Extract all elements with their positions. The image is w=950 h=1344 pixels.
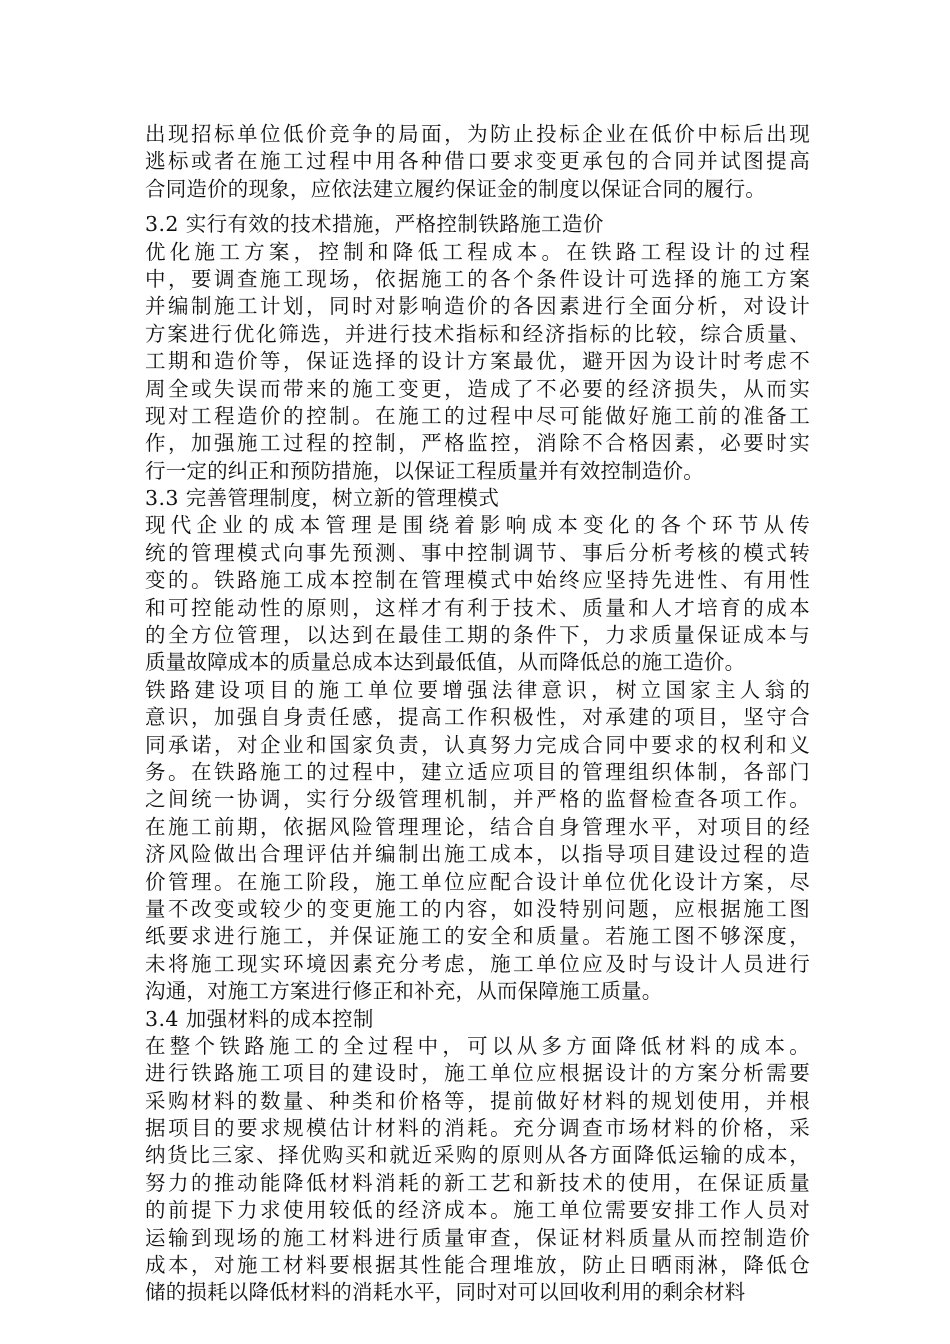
text-line: 量不改变或较少的变更施工的内容，如没特别问题，应根据施工图 xyxy=(145,896,810,921)
document-body xyxy=(145,121,810,1307)
heading-text: 3.3 完善管理制度，树立新的管理模式 xyxy=(145,486,500,511)
text-line: 采购材料的数量、种类和价格等，提前做好材料的规划使用，并根 xyxy=(145,1088,810,1113)
heading-text: 3.4 加强材料的成本控制 xyxy=(145,1006,374,1031)
text-line: 中，要调查施工现场，依据施工的各个条件设计可选择的施工方案 xyxy=(145,266,810,291)
text-line: 沟通，对施工方案进行修正和补充，从而保障施工质量。 xyxy=(145,979,663,1004)
text-line: 现代企业的成本管理是围绕着影响成本变化的各个环节从传 xyxy=(145,513,810,538)
text-line: 出现招标单位低价竞争的局面，为防止投标企业在低价中标后出现 xyxy=(145,122,810,146)
paragraph xyxy=(145,677,810,1006)
text-line: 现对工程造价的控制。在施工的过程中尽可能做好施工前的准备工 xyxy=(145,403,810,428)
text-line: 方案进行优化筛选，并进行技术指标和经济指标的比较，综合质量、 xyxy=(145,321,810,346)
text-line: 的前提下力求使用较低的经济成本。施工单位需要安排工作人员对 xyxy=(145,1198,810,1223)
text-line: 在整个铁路施工的全过程中，可以从多方面降低材料的成本。 xyxy=(145,1033,810,1058)
paragraph xyxy=(145,1033,810,1307)
text-line: 工期和造价等，保证选择的设计方案最优，避开因为设计时考虑不 xyxy=(145,349,810,374)
text-line: 同承诺，对企业和国家负责，认真努力完成合同中要求的权利和义 xyxy=(145,732,810,757)
text-line: 周全或失误而带来的施工变更，造成了不必要的经济损失，从而实 xyxy=(145,376,810,401)
text-line: 行一定的纠正和预防措施，以保证工程质量并有效控制造价。 xyxy=(145,458,704,483)
section-heading xyxy=(145,485,810,512)
text-line: 储的损耗以降低材料的消耗水平，同时对可以回收利用的剩余材料 xyxy=(145,1280,746,1305)
text-line: 努力的推动能降低材料消耗的新工艺和新技术的使用，在保证质量 xyxy=(145,1170,810,1195)
text-line: 意识，加强自身责任感，提高工作积极性，对承建的项目，坚守合 xyxy=(145,705,810,730)
text-line: 在施工前期，依据风险管理理论，结合自身管理水平，对项目的经 xyxy=(145,814,810,839)
section-heading xyxy=(145,1006,810,1033)
text-line: 进行铁路施工项目的建设时，施工单位应根据设计的方案分析需要 xyxy=(145,1061,810,1086)
text-line: 之间统一协调，实行分级管理机制，并严格的监督检查各项工作。 xyxy=(145,787,810,812)
text-line: 铁路建设项目的施工单位要增强法律意识，树立国家主人翁的 xyxy=(145,677,810,702)
text-line: 统的管理模式向事先预测、事中控制调节、事后分析考核的模式转 xyxy=(145,540,810,565)
heading-text: 3.2 实行有效的技术措施，严格控制铁路施工造价 xyxy=(145,212,604,237)
text-line: 和可控能动性的原则，这样才有利于技术、质量和人才培育的成本 xyxy=(145,595,810,620)
text-line: 质量故障成本的质量总成本达到最低值，从而降低总的施工造价。 xyxy=(145,650,746,675)
text-line: 务。在铁路施工的过程中，建立适应项目的管理组织体制，各部门 xyxy=(145,759,810,784)
paragraph xyxy=(145,512,810,676)
text-line: 纳货比三家、择优购买和就近采购的原则从各方面降低运输的成本， xyxy=(145,1143,810,1168)
text-line: 的全方位管理，以达到在最佳工期的条件下，力求质量保证成本与 xyxy=(145,623,810,648)
text-line: 变的。铁路施工成本控制在管理模式中始终应坚持先进性、有用性 xyxy=(145,568,810,593)
text-line: 并编制施工计划，同时对影响造价的各因素进行全面分析，对设计 xyxy=(145,294,810,319)
text-line: 合同造价的现象，应依法建立履约保证金的制度以保证合同的履行。 xyxy=(145,176,766,201)
text-line: 未将施工现实环境因素充分考虑，施工单位应及时与设计人员进行 xyxy=(145,951,810,976)
paragraph xyxy=(145,239,810,486)
section-heading xyxy=(145,211,810,238)
text-line: 价管理。在施工阶段，施工单位应配合设计单位优化设计方案，尽 xyxy=(145,869,810,894)
paragraph xyxy=(145,121,810,203)
text-line: 逃标或者在施工过程中用各种借口要求变更承包的合同并试图提高 xyxy=(145,149,810,174)
text-line: 成本，对施工材料要根据其性能合理堆放，防止日晒雨淋，降低仓 xyxy=(145,1253,810,1278)
section-gap xyxy=(145,203,810,211)
text-line: 运输到现场的施工材料进行质量审查，保证材料质量从而控制造价 xyxy=(145,1225,810,1250)
text-line: 纸要求进行施工，并保证施工的安全和质量。若施工图不够深度， xyxy=(145,924,810,949)
text-line: 据项目的要求规模估计材料的消耗。充分调查市场材料的价格，采 xyxy=(145,1116,810,1141)
text-line: 作，加强施工过程的控制，严格监控，消除不合格因素，必要时实 xyxy=(145,431,810,456)
text-line: 济风险做出合理评估并编制出施工成本，以指导项目建设过程的造 xyxy=(145,842,810,867)
text-line: 优化施工方案，控制和降低工程成本。在铁路工程设计的过程 xyxy=(145,239,810,264)
